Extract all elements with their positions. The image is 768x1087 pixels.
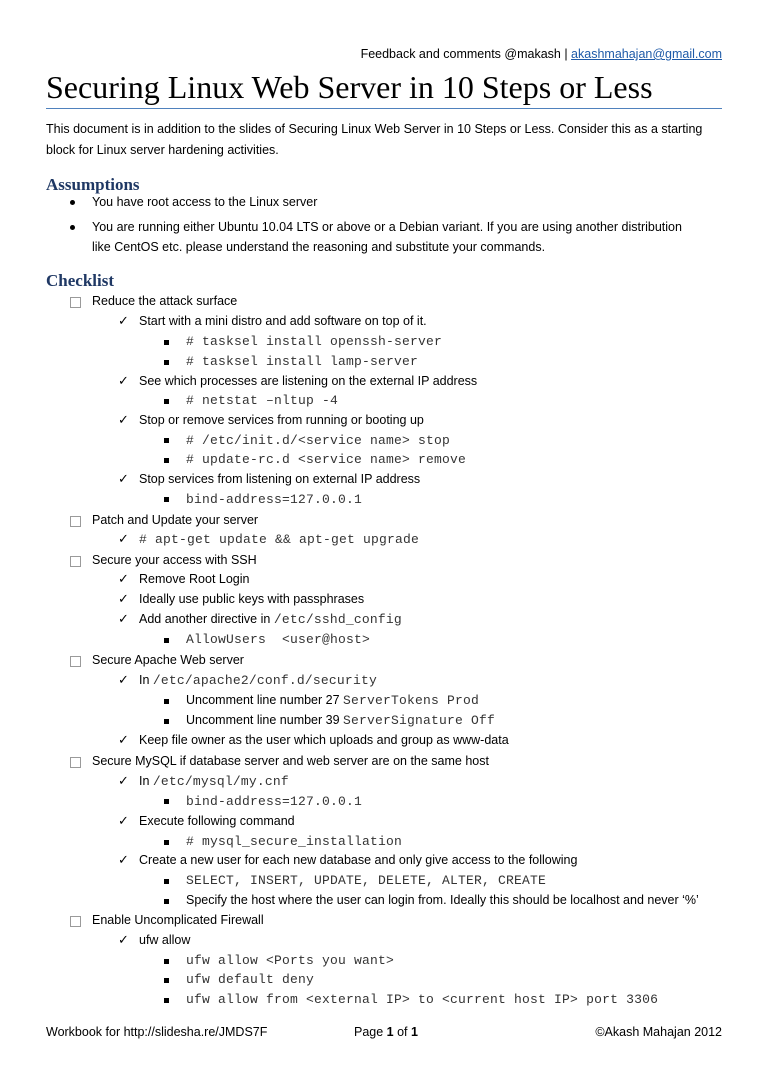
file-path: /etc/apache2/conf.d/security	[152, 673, 377, 688]
checklist-subitem: Keep file owner as the user which uploads and group as www-data	[139, 733, 509, 747]
square-bullet-icon	[164, 719, 169, 724]
checkbox-icon	[70, 516, 81, 527]
square-bullet-icon	[164, 799, 169, 804]
command-line: AllowUsers <user@host>	[186, 632, 371, 647]
square-bullet-icon	[164, 899, 169, 904]
square-bullet-icon	[164, 978, 169, 983]
checklist-heading: Checklist	[46, 271, 114, 290]
command-line: ufw allow from <external IP> to <current host IP> port 3306	[186, 992, 659, 1007]
header-feedback	[361, 47, 722, 61]
command-line: # tasksel install openssh-server	[186, 334, 443, 349]
assumption-item: You are running either Ubuntu 10.04 LTS or above or a Debian variant. If you are using another distribution	[92, 220, 682, 234]
checklist-subitem: Stop services from listening on external IP address	[139, 472, 421, 486]
square-bullet-icon	[164, 340, 169, 345]
checklist-subitem: Stop or remove services from running or booting up	[139, 413, 424, 427]
command-line	[186, 711, 495, 730]
command-line: SELECT, INSERT, UPDATE, DELETE, ALTER, CREATE	[186, 873, 547, 888]
command-line: # netstat –nltup -4	[186, 393, 339, 408]
checkmark-icon: ✓	[118, 932, 129, 947]
footer-copyright: ©Akash Mahajan 2012	[595, 1025, 722, 1039]
assumptions-heading: Assumptions	[46, 175, 140, 194]
checklist-item-ssh: Secure your access with SSH	[92, 553, 257, 567]
uncomment-text: Uncomment line number 39	[186, 713, 344, 727]
footer-page-number	[354, 1025, 418, 1039]
command-line: ufw default deny	[186, 972, 315, 987]
page-of: of	[393, 1025, 411, 1039]
document-title: Securing Linux Web Server in 10 Steps or Less	[46, 68, 722, 109]
in-text: In	[139, 774, 153, 788]
checkbox-icon	[70, 556, 81, 567]
checklist-subitem: ufw allow	[139, 933, 191, 947]
square-bullet-icon	[164, 360, 169, 365]
file-path: /etc/sshd_config	[273, 612, 402, 627]
command-line: Specify the host where the user can login from. Ideally this should be localhost and never ‘%’	[186, 893, 699, 907]
feedback-text: Feedback and comments @makash |	[360, 47, 572, 61]
checklist-subitem	[139, 671, 377, 690]
footer-workbook: Workbook for http://slidesha.re/JMDS7F	[46, 1025, 268, 1039]
square-bullet-icon	[164, 840, 169, 845]
directive-text: Add another directive in	[139, 612, 274, 626]
square-bullet-icon	[164, 879, 169, 884]
square-bullet-icon	[164, 438, 169, 443]
checklist-subitem	[139, 772, 289, 791]
square-bullet-icon	[164, 638, 169, 643]
command-line: bind-address=127.0.0.1	[186, 794, 363, 809]
checklist-item-mysql: Secure MySQL if database server and web server are on the same host	[92, 754, 489, 768]
checkmark-icon: ✓	[118, 531, 129, 546]
command-line	[186, 691, 479, 710]
checkmark-icon: ✓	[118, 373, 129, 388]
checkmark-icon: ✓	[118, 591, 129, 606]
email-link[interactable]: akashmahajan@gmail.com	[571, 47, 722, 61]
bullet-icon	[70, 225, 75, 230]
config-code: ServerTokens Prod	[343, 693, 480, 708]
uncomment-text: Uncomment line number 27	[186, 693, 344, 707]
checklist-item-attack-surface: Reduce the attack surface	[92, 294, 238, 308]
checklist-subitem: Remove Root Login	[139, 572, 250, 586]
checkbox-icon	[70, 297, 81, 308]
bullet-icon	[70, 200, 75, 205]
in-text: In	[139, 673, 153, 687]
command-line: # mysql_secure_installation	[186, 834, 403, 849]
page-current: 1	[386, 1025, 394, 1039]
square-bullet-icon	[164, 998, 169, 1003]
assumption-item-continued: like CentOS etc. please understand the reasoning and substitute your commands.	[92, 240, 546, 254]
command-line: # /etc/init.d/<service name> stop	[186, 433, 451, 448]
checkbox-icon	[70, 656, 81, 667]
intro-paragraph: This document is in addition to the slides of Securing Linux Web Server in 10 Steps or Less. Consider this as a starting block for Linux server hardening activities.	[46, 122, 703, 157]
checkmark-icon: ✓	[118, 471, 129, 486]
command-line: # tasksel install lamp-server	[186, 354, 419, 369]
checkbox-icon	[70, 757, 81, 768]
square-bullet-icon	[164, 458, 169, 463]
checkmark-icon: ✓	[118, 732, 129, 747]
checklist-subitem: Ideally use public keys with passphrases	[139, 592, 365, 606]
checklist-item-apache: Secure Apache Web server	[92, 653, 244, 667]
checklist-subitem: See which processes are listening on the external IP address	[139, 374, 478, 388]
checkmark-icon: ✓	[118, 611, 129, 626]
checkbox-icon	[70, 916, 81, 927]
checkmark-icon: ✓	[118, 813, 129, 828]
page-total: 1	[411, 1025, 418, 1039]
checkmark-icon: ✓	[118, 313, 129, 328]
checkmark-icon: ✓	[118, 412, 129, 427]
checkmark-icon: ✓	[118, 773, 129, 788]
checklist-subitem	[139, 610, 402, 629]
checkmark-icon: ✓	[118, 672, 129, 687]
checklist-subitem: Create a new user for each new database and only give access to the following	[139, 853, 578, 867]
checkmark-icon: ✓	[118, 571, 129, 586]
checklist-item-ufw: Enable Uncomplicated Firewall	[92, 913, 264, 927]
command-line: # apt-get update && apt-get upgrade	[139, 532, 420, 547]
config-code: ServerSignature Off	[343, 713, 496, 728]
square-bullet-icon	[164, 699, 169, 704]
assumption-item: You have root access to the Linux server	[92, 195, 318, 209]
checklist-item-patch: Patch and Update your server	[92, 513, 259, 527]
square-bullet-icon	[164, 959, 169, 964]
checklist-subitem: Start with a mini distro and add software on top of it.	[139, 314, 427, 328]
page-word: Page	[354, 1025, 387, 1039]
command-line: # update-rc.d <service name> remove	[186, 452, 467, 467]
checkmark-icon: ✓	[118, 852, 129, 867]
command-line: bind-address=127.0.0.1	[186, 492, 363, 507]
square-bullet-icon	[164, 399, 169, 404]
square-bullet-icon	[164, 497, 169, 502]
command-line: ufw allow <Ports you want>	[186, 953, 395, 968]
file-path: /etc/mysql/my.cnf	[152, 774, 289, 789]
checklist-subitem: Execute following command	[139, 814, 295, 828]
